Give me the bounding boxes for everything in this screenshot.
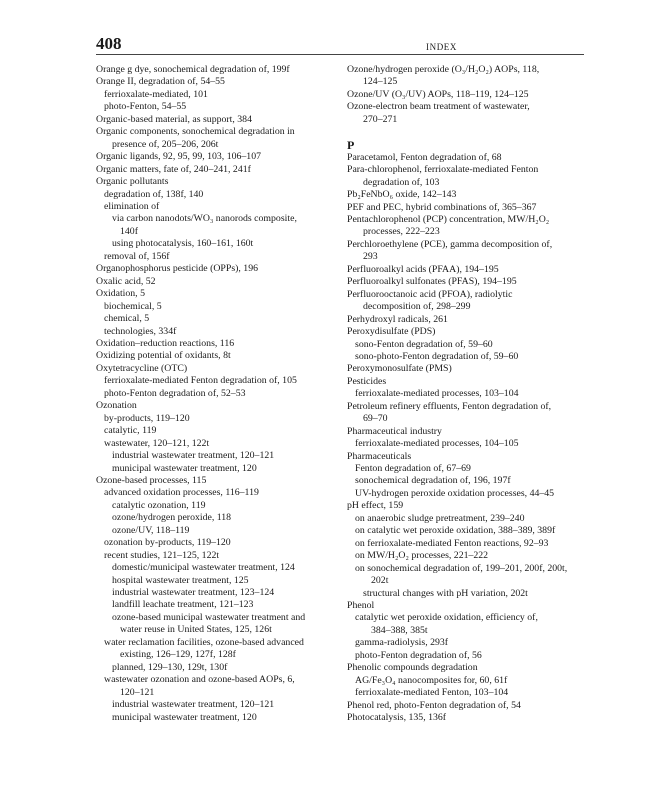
index-subentry bbox=[96, 599, 342, 611]
entry-line: catalytic wet peroxide oxidation, efficiency of, bbox=[355, 612, 538, 624]
index-entry bbox=[347, 401, 587, 426]
entry-line: ferrioxalate-mediated Fenton, 103–104 bbox=[355, 687, 509, 699]
entry-line: ozone-based municipal wastewater treatment and bbox=[112, 611, 306, 623]
index-entry bbox=[96, 64, 342, 76]
entry-line: by-products, 119–120 bbox=[104, 412, 190, 424]
index-subentry bbox=[347, 525, 587, 537]
entry-line: photo-Fenton degradation of, 56 bbox=[355, 649, 482, 661]
entry-continuation: 293 bbox=[363, 251, 378, 263]
index-subentry bbox=[347, 475, 587, 487]
index-entry bbox=[347, 264, 587, 276]
entry-line: PEF and PEC, hybrid combinations of, 365–367 bbox=[347, 201, 537, 213]
entry-continuation: existing, 126–129, 127f, 128f bbox=[120, 649, 236, 661]
index-entry bbox=[347, 289, 587, 314]
index-entry bbox=[96, 76, 342, 88]
index-subentry bbox=[96, 375, 342, 387]
index-entry bbox=[347, 662, 587, 674]
page-header bbox=[96, 32, 584, 56]
entry-line: Ozonation bbox=[96, 400, 137, 412]
index-entry bbox=[347, 89, 587, 101]
index-entry bbox=[347, 101, 587, 126]
entry-line: Organic-based material, as support, 384 bbox=[96, 113, 252, 125]
entry-line: degradation of, 138f, 140 bbox=[104, 188, 204, 200]
index-subentry bbox=[347, 388, 587, 400]
index-subentry bbox=[347, 650, 587, 662]
entry-line: Photocatalysis, 135, 136f bbox=[347, 712, 447, 724]
entry-line: Phenol red, photo-Fenton degradation of, 54 bbox=[347, 699, 521, 711]
index-entry bbox=[347, 152, 587, 164]
entry-line: sono-Fenton degradation of, 59–60 bbox=[355, 338, 493, 350]
entry-line: Para-chlorophenol, ferrioxalate-mediated Fenton bbox=[347, 164, 539, 176]
entry-line: catalytic ozonation, 119 bbox=[112, 499, 206, 511]
entry-line: Ozone-based processes, 115 bbox=[96, 474, 207, 486]
index-entry bbox=[347, 239, 587, 264]
entry-line: recent studies, 121–125, 122t bbox=[104, 549, 220, 561]
entry-line: advanced oxidation processes, 116–119 bbox=[104, 487, 259, 499]
index-subentry bbox=[347, 550, 587, 562]
entry-line: on ferrioxalate-mediated Fenton reactions, 92–93 bbox=[355, 537, 549, 549]
entry-line: on catalytic wet peroxide oxidation, 388–389, 389f bbox=[355, 525, 556, 537]
index-subentry bbox=[96, 612, 342, 637]
index-entry bbox=[347, 712, 587, 724]
entry-line: Oxidation, 5 bbox=[96, 288, 145, 300]
index-subentry bbox=[347, 463, 587, 475]
entry-line: municipal wastewater treatment, 120 bbox=[112, 462, 257, 474]
index-subentry bbox=[96, 699, 342, 711]
entry-continuation: 270–271 bbox=[363, 113, 398, 125]
index-subentry bbox=[96, 413, 342, 425]
index-entry bbox=[96, 475, 342, 487]
entry-continuation: decomposition of, 298–299 bbox=[363, 301, 471, 313]
index-subentry bbox=[347, 687, 587, 699]
index-entry bbox=[347, 426, 587, 438]
index-entry bbox=[347, 64, 587, 89]
index-subentry bbox=[96, 301, 342, 313]
index-entry bbox=[347, 202, 587, 214]
entry-line: Pharmaceutical industry bbox=[347, 425, 442, 437]
index-subentry bbox=[96, 712, 342, 724]
index-entry bbox=[347, 314, 587, 326]
entry-line: ozone/hydrogen peroxide, 118 bbox=[112, 512, 232, 524]
entry-continuation: 124–125 bbox=[363, 76, 398, 88]
entry-line: ozonation by-products, 119–120 bbox=[104, 537, 231, 549]
index-entry bbox=[96, 164, 342, 176]
index-subentry bbox=[96, 637, 342, 662]
index-subentry bbox=[96, 562, 342, 574]
index-subentry bbox=[347, 538, 587, 550]
entry-continuation: 120–121 bbox=[120, 686, 155, 698]
index-subentry bbox=[96, 201, 342, 213]
entry-line: Organic matters, fate of, 240–241, 241f bbox=[96, 163, 251, 175]
entry-line: Perchloroethylene (PCE), gamma decomposition of, bbox=[347, 238, 553, 250]
entry-continuation: 140f bbox=[120, 225, 138, 237]
entry-line: on anaerobic sludge pretreatment, 239–240 bbox=[355, 512, 525, 524]
entry-continuation: 384–388, 385t bbox=[371, 624, 428, 636]
entry-line: industrial wastewater treatment, 123–124 bbox=[112, 587, 275, 599]
entry-line: Phenol bbox=[347, 600, 375, 612]
index-subentry bbox=[96, 388, 342, 400]
entry-line: using photocatalysis, 160–161, 160t bbox=[112, 238, 254, 250]
entry-line: ozone/UV, 118–119 bbox=[112, 524, 190, 536]
entry-line: industrial wastewater treatment, 120–121 bbox=[112, 450, 275, 462]
index-entry bbox=[347, 164, 587, 189]
entry-line: Peroxymonosulfate (PMS) bbox=[347, 363, 452, 375]
index-entry bbox=[347, 500, 587, 512]
entry-line: Phenolic compounds degradation bbox=[347, 662, 478, 674]
entry-line: industrial wastewater treatment, 120–121 bbox=[112, 699, 275, 711]
entry-line: Perhydroxyl radicals, 261 bbox=[347, 313, 448, 325]
index-subentry bbox=[96, 525, 342, 537]
index-subentry bbox=[347, 513, 587, 525]
index-subentry bbox=[347, 588, 587, 600]
index-entry bbox=[96, 288, 342, 300]
index-subentry bbox=[96, 575, 342, 587]
index-entry bbox=[347, 326, 587, 338]
entry-line: Organic components, sonochemical degradation in bbox=[96, 126, 295, 138]
index-subentry bbox=[347, 637, 587, 649]
index-subentry bbox=[96, 674, 342, 699]
entry-line: Perfluoroalkyl sulfonates (PFAS), 194–195 bbox=[347, 276, 517, 288]
index-column-right bbox=[347, 64, 587, 725]
index-subentry bbox=[347, 612, 587, 637]
index-subentry bbox=[96, 450, 342, 462]
index-entry bbox=[347, 600, 587, 612]
index-entry bbox=[96, 350, 342, 362]
index-subentry bbox=[96, 463, 342, 475]
entry-line: hospital wastewater treatment, 125 bbox=[112, 574, 249, 586]
entry-line: Oxalic acid, 52 bbox=[96, 275, 156, 287]
index-entry bbox=[96, 276, 342, 288]
entry-line: Pharmaceuticals bbox=[347, 450, 412, 462]
entry-line: Fenton degradation of, 67–69 bbox=[355, 463, 471, 475]
index-entry bbox=[347, 376, 587, 388]
entry-continuation: processes, 222–223 bbox=[363, 226, 440, 238]
index-subentry bbox=[96, 500, 342, 512]
entry-line: Organophosphorus pesticide (OPPs), 196 bbox=[96, 263, 259, 275]
index-entry bbox=[96, 263, 342, 275]
entry-line: Organic pollutants bbox=[96, 176, 169, 188]
index-subentry bbox=[347, 563, 587, 588]
entry-line: Pb₂FeNbO₆ oxide, 142–143 bbox=[347, 189, 457, 201]
entry-line: water reclamation facilities, ozone-based advanced bbox=[104, 636, 304, 648]
index-subentry bbox=[96, 662, 342, 674]
index-subentry bbox=[96, 587, 342, 599]
entry-line: Pesticides bbox=[347, 375, 387, 387]
index-entry bbox=[96, 151, 342, 163]
entry-line: catalytic, 119 bbox=[104, 425, 157, 437]
index-entry bbox=[96, 400, 342, 412]
entry-line: photo-Fenton degradation of, 52–53 bbox=[104, 387, 246, 399]
entry-line: ferrioxalate-mediated, 101 bbox=[104, 88, 208, 100]
entry-line: Ozone/hydrogen peroxide (O₃/H₂O₂) AOPs, 118, bbox=[347, 64, 540, 75]
entry-line: elimination of bbox=[104, 200, 160, 212]
entry-line: Oxytetracycline (OTC) bbox=[96, 362, 188, 374]
index-subentry bbox=[347, 675, 587, 687]
index-entry bbox=[96, 114, 342, 126]
entry-line: AG/Fe₃O₄ nanocomposites for, 60, 61f bbox=[355, 674, 508, 686]
entry-line: ferrioxalate-mediated Fenton degradation of, 105 bbox=[104, 375, 297, 387]
index-subentry bbox=[347, 351, 587, 363]
entry-line: photo-Fenton, 54–55 bbox=[104, 101, 187, 113]
entry-line: on sonochemical degradation of, 199–201, 200f, 200t, bbox=[355, 562, 568, 574]
entry-continuation: water reuse in United States, 125, 126t bbox=[120, 624, 272, 636]
entry-continuation: degradation of, 103 bbox=[363, 176, 440, 188]
entry-line: gamma-radiolysis, 293f bbox=[355, 637, 449, 649]
entry-continuation: presence of, 205–206, 206t bbox=[112, 138, 219, 150]
entry-line: biochemical, 5 bbox=[104, 300, 162, 312]
index-subentry bbox=[96, 537, 342, 549]
entry-line: on MW/H₂O₂ processes, 221–222 bbox=[355, 550, 489, 562]
index-entry bbox=[347, 700, 587, 712]
index-subentry bbox=[96, 89, 342, 101]
entry-line: Orange g dye, sonochemical degradation of, 199f bbox=[96, 64, 290, 75]
index-subentry bbox=[347, 488, 587, 500]
page-number: 408 bbox=[96, 34, 122, 53]
index-subentry bbox=[96, 326, 342, 338]
index-subentry bbox=[96, 101, 342, 113]
index-subentry bbox=[96, 425, 342, 437]
index-entry bbox=[96, 338, 342, 350]
index-entry bbox=[347, 276, 587, 288]
index-entry bbox=[347, 451, 587, 463]
entry-line: Paracetamol, Fenton degradation of, 68 bbox=[347, 151, 502, 163]
entry-line: Perfluoroalkyl acids (PFAA), 194–195 bbox=[347, 263, 499, 275]
entry-line: Ozone/UV (O₃/UV) AOPs, 118–119, 124–125 bbox=[347, 88, 529, 100]
index-entry bbox=[96, 126, 342, 151]
entry-line: ferrioxalate-mediated processes, 104–105 bbox=[355, 438, 519, 450]
section-gap bbox=[347, 126, 587, 138]
section-letter bbox=[347, 139, 587, 152]
header-rule bbox=[96, 54, 584, 55]
index-column-left bbox=[96, 64, 342, 724]
entry-continuation: 202t bbox=[371, 575, 389, 587]
entry-line: Organic ligands, 92, 95, 99, 103, 106–107 bbox=[96, 151, 261, 163]
index-subentry bbox=[347, 339, 587, 351]
index-subentry bbox=[96, 238, 342, 250]
entry-line: technologies, 334f bbox=[104, 325, 177, 337]
index-subentry bbox=[96, 189, 342, 201]
entry-line: landfill leachate treatment, 121–123 bbox=[112, 599, 254, 611]
entry-line: structural changes with pH variation, 202t bbox=[363, 587, 528, 599]
entry-line: UV-hydrogen peroxide oxidation processes, 44–45 bbox=[355, 487, 555, 499]
index-subentry bbox=[96, 313, 342, 325]
entry-line: Oxidation–reduction reactions, 116 bbox=[96, 337, 235, 349]
entry-line: sonochemical degradation of, 196, 197f bbox=[355, 475, 511, 487]
index-subentry bbox=[347, 438, 587, 450]
entry-line: Perfluorooctanoic acid (PFOA), radiolytic bbox=[347, 288, 513, 300]
entry-line: wastewater ozonation and ozone-based AOPs, 6, bbox=[104, 674, 295, 686]
index-subentry bbox=[96, 487, 342, 499]
entry-line: chemical, 5 bbox=[104, 313, 150, 325]
entry-line: pH effect, 159 bbox=[347, 500, 404, 512]
entry-line: wastewater, 120–121, 122t bbox=[104, 437, 210, 449]
index-entry bbox=[347, 189, 587, 201]
index-subentry bbox=[96, 550, 342, 562]
index-entry bbox=[96, 363, 342, 375]
entry-continuation: 69–70 bbox=[363, 413, 388, 425]
entry-line: domestic/municipal wastewater treatment, 124 bbox=[112, 562, 295, 574]
index-entry bbox=[347, 363, 587, 375]
index-subentry bbox=[96, 438, 342, 450]
index-subentry bbox=[96, 251, 342, 263]
entry-line: Petroleum refinery effluents, Fenton degradation of, bbox=[347, 400, 552, 412]
entry-line: removal of, 156f bbox=[104, 250, 170, 262]
index-entry bbox=[347, 214, 587, 239]
entry-line: Pentachlorophenol (PCP) concentration, MW/H₂O₂ bbox=[347, 213, 550, 225]
entry-line: Orange II, degradation of, 54–55 bbox=[96, 76, 225, 88]
entry-line: via carbon nanodots/WO₃ nanorods composite, bbox=[112, 213, 297, 225]
entry-line: ferrioxalate-mediated processes, 103–104 bbox=[355, 388, 519, 400]
index-subentry bbox=[96, 213, 342, 238]
index-subentry bbox=[96, 512, 342, 524]
entry-line: Peroxydisulfate (PDS) bbox=[347, 326, 436, 338]
entry-line: planned, 129–130, 129t, 130f bbox=[112, 661, 228, 673]
index-entry bbox=[96, 176, 342, 188]
entry-line: sono-photo-Fenton degradation of, 59–60 bbox=[355, 350, 519, 362]
running-head: INDEX bbox=[426, 42, 457, 52]
entry-line: Ozone-electron beam treatment of wastewater, bbox=[347, 101, 530, 113]
entry-line: P bbox=[347, 137, 355, 152]
entry-line: municipal wastewater treatment, 120 bbox=[112, 711, 257, 723]
entry-line: Oxidizing potential of oxidants, 8t bbox=[96, 350, 231, 362]
